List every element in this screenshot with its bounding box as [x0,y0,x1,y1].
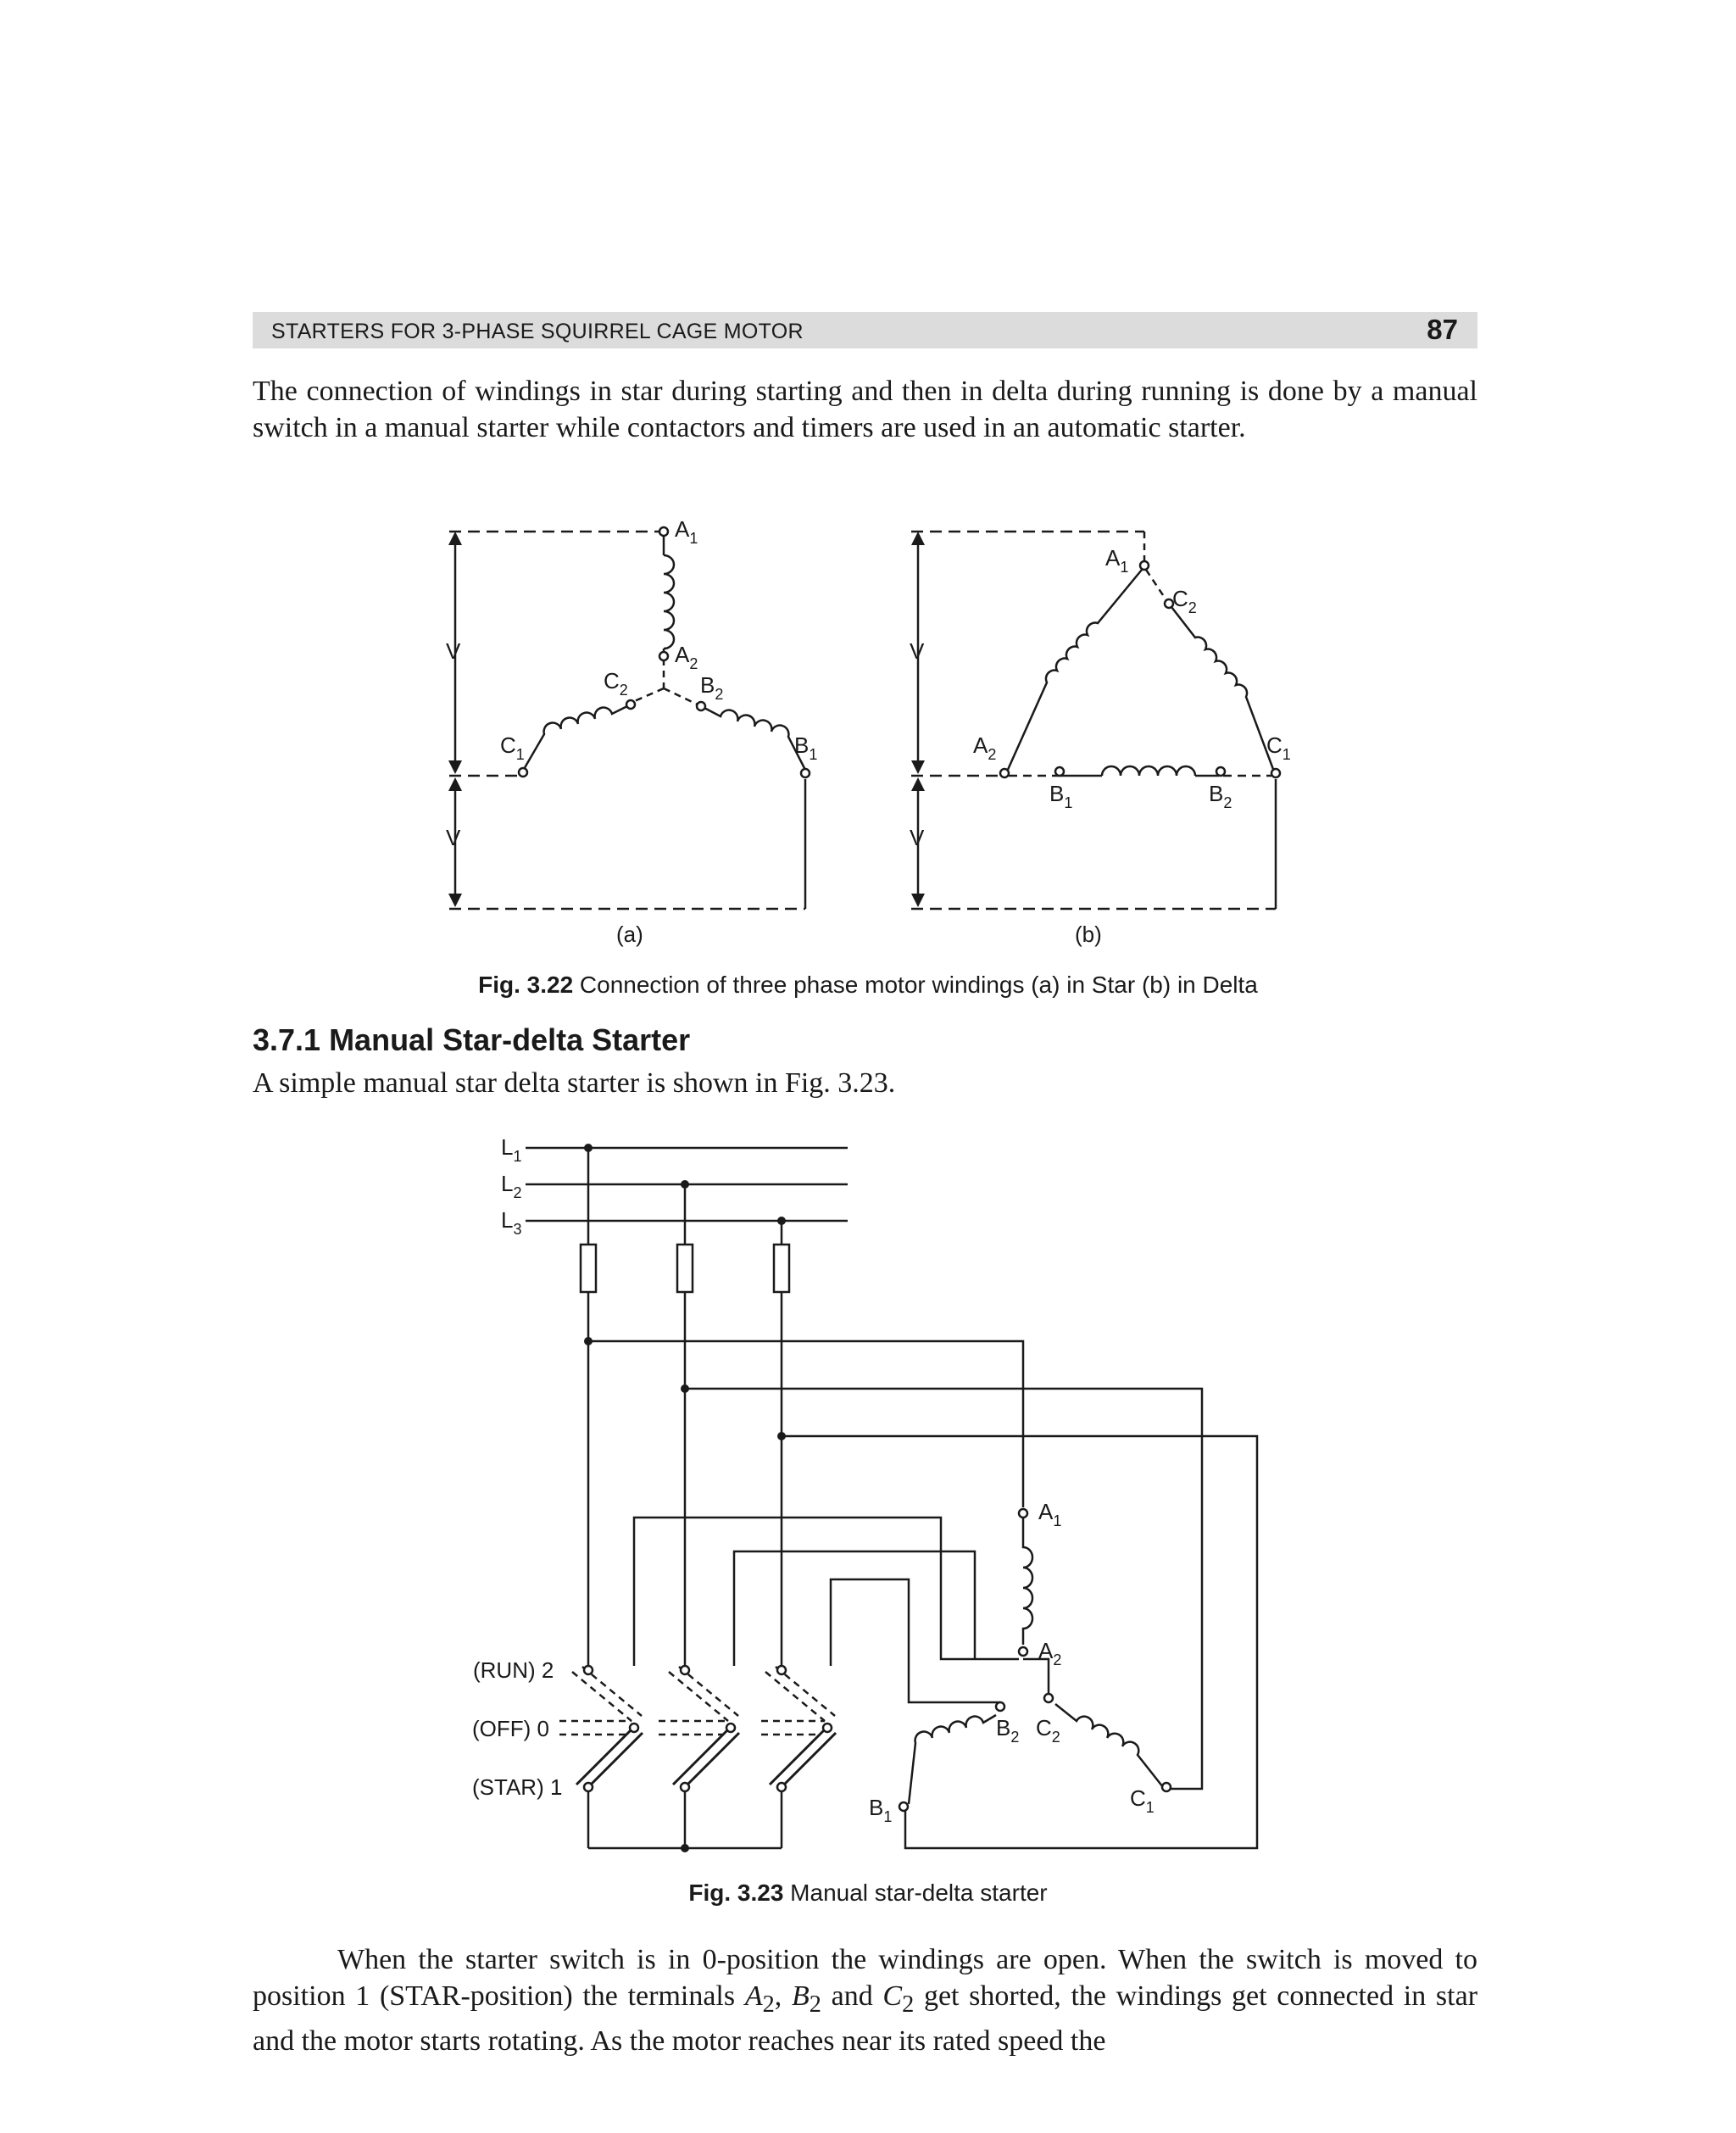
symbol-a2-sub: 2 [762,1991,775,2018]
page-number: 87 [1427,314,1458,345]
star-terminal-b2: $B_2$ [700,672,724,703]
body-paragraph-3 [253,1941,1477,2059]
voltage-label-upper-b: V [910,638,925,664]
delta-terminal-a1: $A_1$ [1105,545,1129,576]
star-terminal-b1: $B_1$ [794,732,818,763]
star-terminal-c1: $C_1$ [500,732,525,763]
motor-terminal-a2: $A_2$ [1038,1638,1062,1668]
symbol-a2: A [744,1980,763,2012]
motor-terminal-c2: $C_2$ [1036,1715,1060,1746]
supply-line-label-l3: $L_3$ [501,1207,522,1238]
separator-1: , [774,1980,792,2012]
supply-line-label-l1: $L_1$ [501,1134,522,1165]
delta-terminal-c2: $C_2$ [1172,586,1197,616]
figure-3-23-caption-text: Manual star-delta starter [790,1880,1048,1906]
voltage-label-upper-a: V [446,638,461,664]
paragraph-3-part-2: get shorted, the windings get connected in star and the motor starts rotating. As the motor reaches near its rated speed the [253,1980,1478,2057]
figure-3-23-diagram [0,1119,1736,1874]
figure-3-22-sub-label-a: (a) [616,922,643,947]
star-terminal-a2: $A_2$ [675,642,698,672]
symbol-b2: B [791,1980,810,2012]
section-intro-paragraph: A simple manual star delta starter is shown in Fig. 3.23. [253,1067,896,1099]
delta-terminal-c1: $C_1$ [1266,732,1291,763]
figure-3-22-caption-label: Fig. 3.22 [478,972,574,998]
paragraph-3-part-1: When the starter switch is in 0-position the windings are open. When the switch is moved to position 1 (STAR-position) the terminals [253,1944,1477,2012]
switch-position-star: (STAR) 1 [472,1774,563,1800]
star-terminal-c2: $C_2$ [604,668,628,699]
symbol-c2: C [882,1980,903,2012]
section-heading: 3.7.1 Manual Star-delta Starter [253,1022,691,1057]
figure-3-23-caption-label: Fig. 3.23 [688,1880,784,1906]
figure-3-22-caption [0,972,1736,999]
delta-terminal-a2: $A_2$ [973,732,997,763]
delta-terminal-b1: $B_1$ [1049,781,1073,811]
motor-terminal-b1: $B_1$ [869,1795,893,1825]
figure-3-22-diagram [0,0,1736,966]
figure-3-22-sub-label-b: (b) [1075,922,1102,947]
separator-2: and [821,1980,883,2012]
switch-position-off: (OFF) 0 [472,1716,549,1741]
delta-terminal-b2: $B_2$ [1209,781,1232,811]
motor-terminal-a1: $A_1$ [1038,1499,1062,1529]
running-header-title: STARTERS FOR 3-PHASE SQUIRREL CAGE MOTOR [271,320,804,343]
voltage-label-lower-a: V [446,825,461,850]
switch-position-run: (RUN) 2 [473,1657,554,1683]
star-terminal-a1: $A_1$ [675,516,698,547]
figure-3-22-caption-text: Connection of three phase motor windings (a) in Star (b) in Delta [579,972,1258,998]
symbol-c2-sub: 2 [902,1991,915,2018]
supply-line-label-l2: $L_2$ [501,1171,522,1201]
symbol-b2-sub: 2 [809,1991,821,2018]
motor-terminal-c1: $C_1$ [1130,1785,1155,1816]
body-paragraph-1: The connection of windings in star during starting and then in delta during running is done by a manual switch in a manual starter while contactors and timers are used in an automatic starter. [253,376,1477,443]
motor-terminal-b2: $B_2$ [996,1715,1020,1746]
figure-3-23-caption [0,1880,1736,1907]
voltage-label-lower-b: V [910,825,925,850]
